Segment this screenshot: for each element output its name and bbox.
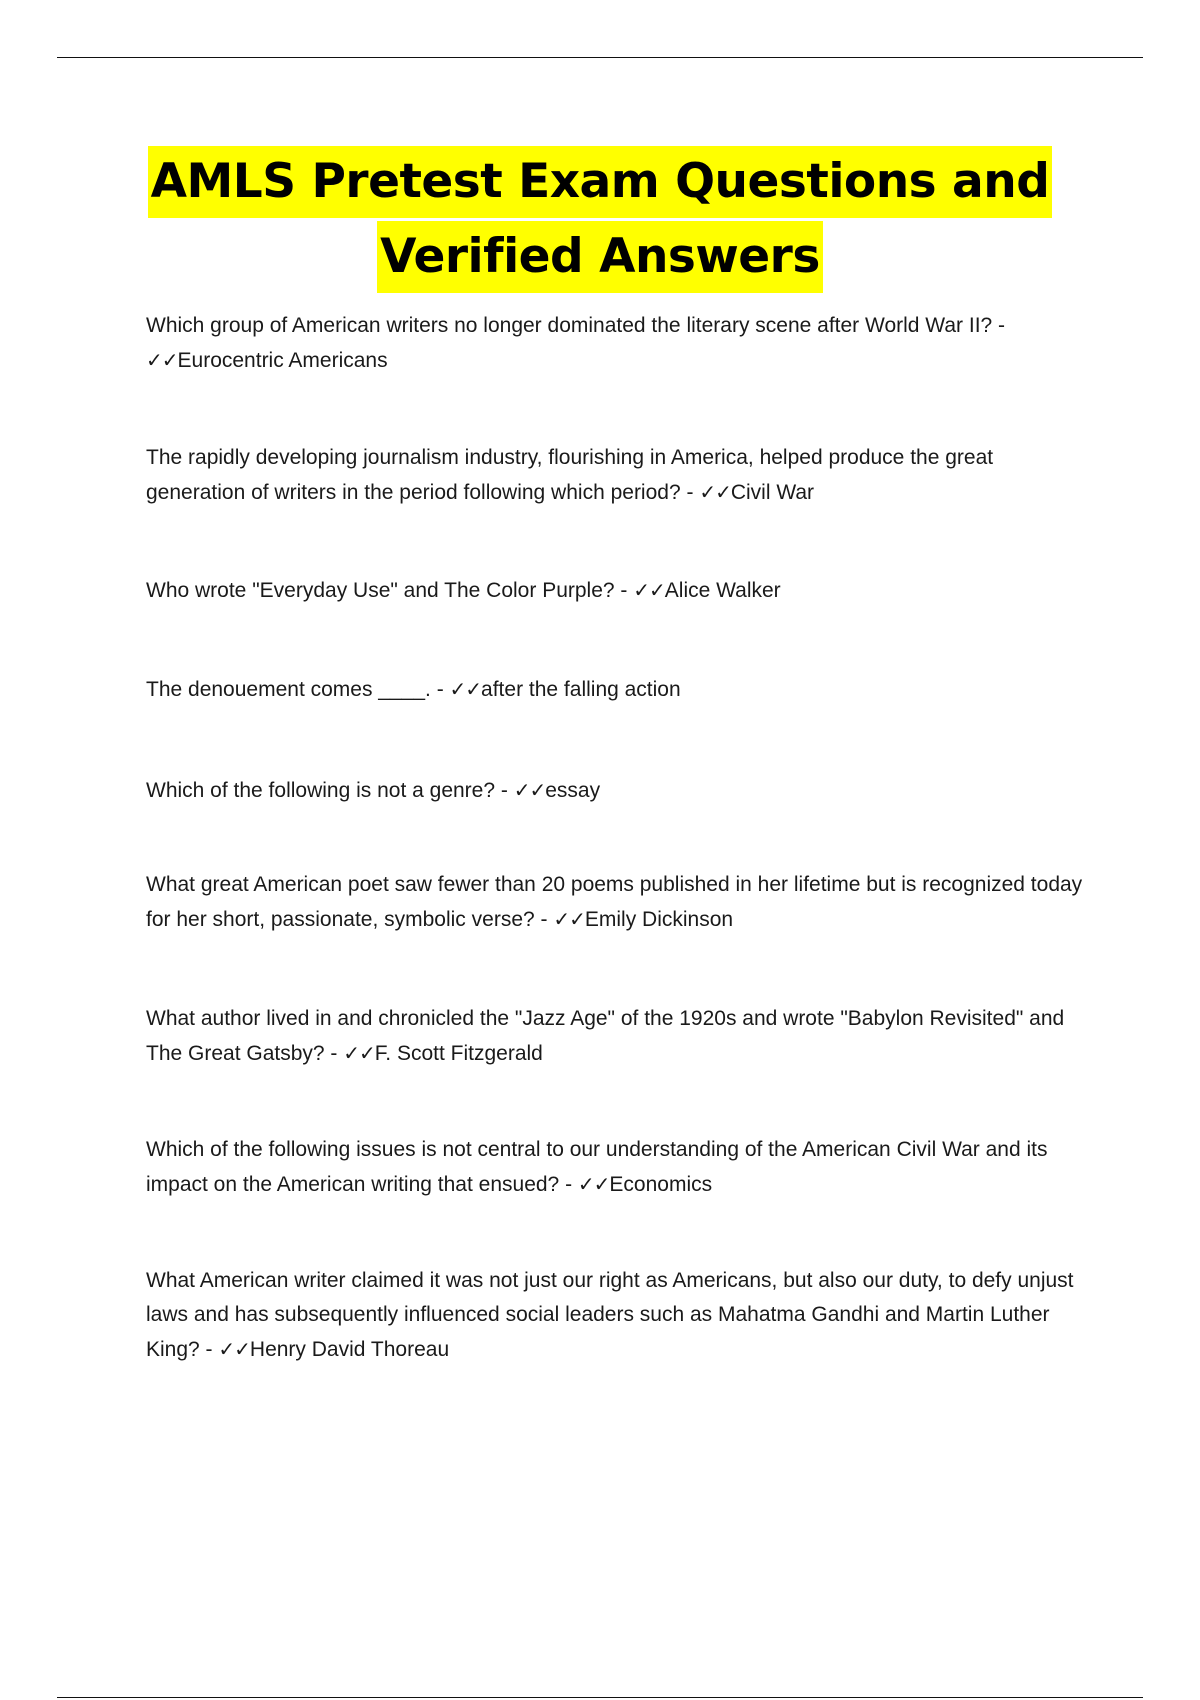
- question-text: The denouement comes ____.: [146, 678, 431, 701]
- question-text: What author lived in and chronicled the "Jazz Age" of the 1920s and wrote "Babylon Revisited" and The Great Gatsby?: [146, 1007, 1065, 1065]
- question-text: Which of the following is not a genre?: [146, 779, 496, 802]
- separator: -: [614, 579, 634, 602]
- answer-text: Alice Walker: [664, 579, 781, 602]
- title-line-1-text: AMLS Pretest Exam Questions and: [148, 146, 1053, 218]
- check-mark-icon: ✓✓: [513, 778, 546, 802]
- qa-item-5: [146, 773, 1086, 808]
- answer-text: Economics: [609, 1173, 713, 1196]
- separator: -: [559, 1173, 578, 1196]
- check-mark-icon: ✓✓: [699, 480, 731, 504]
- answer-text: F. Scott Fitzgerald: [374, 1042, 543, 1065]
- top-divider: [57, 57, 1143, 58]
- title-line-2: [0, 221, 1200, 295]
- check-mark-icon: ✓✓: [218, 1337, 250, 1361]
- answer-text: Civil War: [730, 481, 815, 504]
- answer-text: Henry David Thoreau: [249, 1338, 450, 1361]
- document-title: [0, 146, 1200, 295]
- answer-text: Emily Dickinson: [584, 908, 734, 931]
- separator: -: [495, 779, 514, 802]
- question-text: Who wrote "Everyday Use" and The Color Purple?: [146, 579, 615, 602]
- separator: -: [430, 678, 450, 701]
- qa-item-9: [146, 1264, 1086, 1367]
- check-mark-icon: ✓✓: [577, 1172, 610, 1196]
- qa-item-1: [146, 309, 1086, 378]
- check-mark-icon: ✓✓: [553, 907, 585, 931]
- answer-text: essay: [545, 779, 601, 802]
- question-text: Which of the following issues is not central to our understanding of the American Civil War and its impact on the American writing that ensued?: [146, 1138, 1048, 1196]
- check-mark-icon: ✓✓: [449, 677, 482, 701]
- separator: -: [324, 1042, 344, 1065]
- qa-item-3: [146, 573, 1086, 608]
- qa-item-2: [146, 441, 1086, 510]
- qa-item-4: [146, 672, 1086, 707]
- question-text: The rapidly developing journalism industry, flourishing in America, helped produce the great generation of writers in the period following which period?: [146, 446, 994, 504]
- bottom-divider: [57, 1697, 1143, 1698]
- question-text: Which group of American writers no longer dominated the literary scene after World War II?: [146, 314, 993, 337]
- check-mark-icon: ✓✓: [343, 1041, 375, 1065]
- qa-item-7: [146, 1002, 1086, 1071]
- qa-item-8: [146, 1133, 1086, 1202]
- separator: -: [680, 481, 700, 504]
- separator: -: [534, 908, 554, 931]
- check-mark-icon: ✓✓: [633, 578, 665, 602]
- question-text: What American writer claimed it was not just our right as Americans, but also our duty, to defy unjust laws and has subsequently influenced social leaders such as Mahatma Gandhi and Martin Luther King?: [146, 1269, 1074, 1361]
- qa-item-6: [146, 868, 1086, 937]
- answer-text: Eurocentric Americans: [177, 349, 388, 372]
- separator: -: [199, 1338, 219, 1361]
- check-mark-icon: ✓✓: [146, 348, 178, 372]
- title-line-1: [0, 146, 1200, 220]
- answer-text: after the falling action: [481, 678, 681, 701]
- title-line-2-text: Verified Answers: [377, 221, 823, 293]
- question-text: What great American poet saw fewer than 20 poems published in her lifetime but is recognized today for her short, passionate, symbolic verse?: [146, 873, 1083, 931]
- separator: -: [992, 314, 1006, 337]
